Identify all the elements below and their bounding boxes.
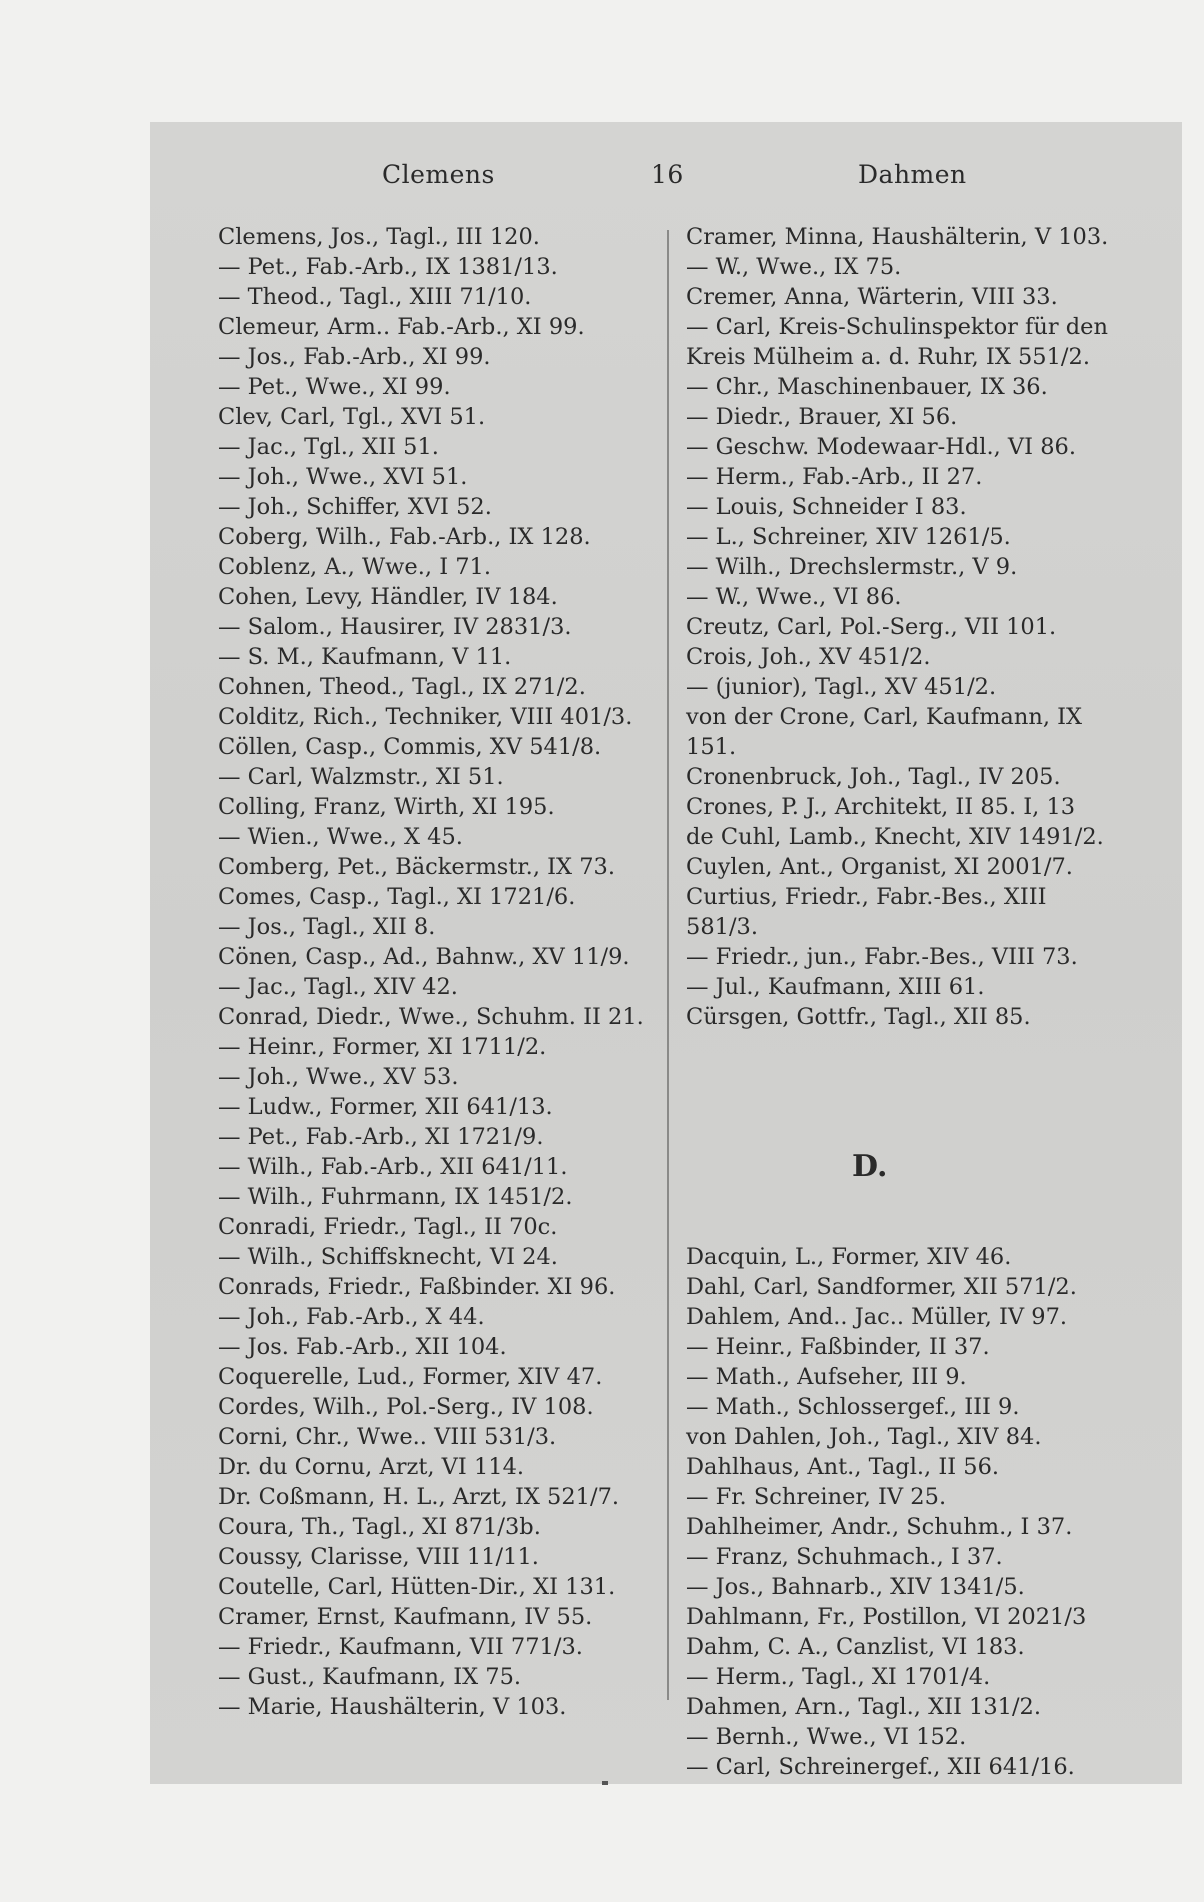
header-last-entry: Dahmen <box>858 160 967 189</box>
section-letter-d: D. <box>852 1149 888 1184</box>
directory-entry: 151. <box>686 734 737 760</box>
directory-entry: — Jos., Tagl., XII 8. <box>218 914 436 940</box>
directory-entry: — Gust., Kaufmann, IX 75. <box>218 1664 522 1690</box>
section-gap <box>686 1212 1156 1242</box>
directory-entry: Comberg, Pet., Bäckermstr., IX 73. <box>218 854 615 880</box>
directory-entry: — Jac., Tgl., XII 51. <box>218 434 439 460</box>
directory-entry: — Carl, Schreinergef., XII 641/16. <box>686 1754 1075 1780</box>
c-entries <box>686 222 1156 1032</box>
directory-entry: — Wilh., Fab.-Arb., XII 641/11. <box>218 1154 568 1180</box>
page-header <box>150 160 1182 200</box>
directory-entry: Clev, Carl, Tgl., XVI 51. <box>218 404 486 430</box>
directory-entry: Cramer, Ernst, Kaufmann, IV 55. <box>218 1604 593 1630</box>
directory-entry: — Jos. Fab.-Arb., XII 104. <box>218 1334 507 1360</box>
directory-entry: Clemeur, Arm.. Fab.-Arb., XI 99. <box>218 314 585 340</box>
page-number: 16 <box>651 160 684 189</box>
directory-page <box>150 122 1182 1784</box>
directory-entry: — Geschw. Modewaar-Hdl., VI 86. <box>686 434 1076 460</box>
directory-entry: Clemens, Jos., Tagl., III 120. <box>218 224 540 250</box>
directory-entry: Cuylen, Ant., Organist, XI 2001/7. <box>686 854 1073 880</box>
directory-entry: Crois, Joh., XV 451/2. <box>686 644 931 670</box>
directory-entry: Cöllen, Casp., Commis, XV 541/8. <box>218 734 602 760</box>
directory-entry: Dahm, C. A., Canzlist, VI 183. <box>686 1634 1025 1660</box>
directory-entry: — Carl, Walzmstr., XI 51. <box>218 764 504 790</box>
directory-entry: — Wilh., Drechslermstr., V 9. <box>686 554 1018 580</box>
directory-entry: — Heinr., Former, XI 1711/2. <box>218 1034 547 1060</box>
directory-entry: — Franz, Schuhmach., I 37. <box>686 1544 1003 1570</box>
directory-entry: — Math., Aufseher, III 9. <box>686 1364 967 1390</box>
directory-entry: — Jos., Fab.-Arb., XI 99. <box>218 344 491 370</box>
directory-entry: Cohen, Levy, Händler, IV 184. <box>218 584 558 610</box>
directory-entry: — Salom., Hausirer, IV 2831/3. <box>218 614 572 640</box>
directory-entry: Coura, Th., Tagl., XI 871/3b. <box>218 1514 541 1540</box>
d-entries <box>686 1242 1156 1782</box>
directory-entry: — Joh., Schiffer, XVI 52. <box>218 494 492 520</box>
directory-entry: Corni, Chr., Wwe.. VIII 531/3. <box>218 1424 557 1450</box>
directory-entry: 581/3. <box>686 914 758 940</box>
directory-entry: — Herm., Fab.-Arb., II 27. <box>686 464 983 490</box>
directory-entry: Coquerelle, Lud., Former, XIV 47. <box>218 1364 603 1390</box>
directory-entry: — Wilh., Fuhrmann, IX 1451/2. <box>218 1184 573 1210</box>
directory-entry: — Pet., Fab.-Arb., IX 1381/13. <box>218 254 558 280</box>
column-divider <box>667 230 669 1700</box>
directory-entry: — Joh., Wwe., XVI 51. <box>218 464 468 490</box>
directory-entry: — Jul., Kaufmann, XIII 61. <box>686 974 985 1000</box>
directory-entry: — Heinr., Faßbinder, II 37. <box>686 1334 990 1360</box>
directory-entry: — Pet., Fab.-Arb., XI 1721/9. <box>218 1124 544 1150</box>
directory-entry: Dahlhaus, Ant., Tagl., II 56. <box>686 1454 1000 1480</box>
header-first-entry: Clemens <box>382 160 495 189</box>
directory-entry: Conrad, Diedr., Wwe., Schuhm. II 21. <box>218 1004 644 1030</box>
directory-entry: Cönen, Casp., Ad., Bahnw., XV 11/9. <box>218 944 630 970</box>
directory-entry: — Chr., Maschinenbauer, IX 36. <box>686 374 1048 400</box>
directory-entry: — Wilh., Schiffsknecht, VI 24. <box>218 1244 558 1270</box>
directory-entry: — Diedr., Brauer, XI 56. <box>686 404 958 430</box>
directory-entry: Colling, Franz, Wirth, XI 195. <box>218 794 555 820</box>
directory-entry: — Math., Schlossergef., III 9. <box>686 1394 1020 1420</box>
directory-entry: — Louis, Schneider I 83. <box>686 494 967 520</box>
directory-entry: — Herm., Tagl., XI 1701/4. <box>686 1664 991 1690</box>
directory-entry: Creutz, Carl, Pol.-Serg., VII 101. <box>686 614 1057 640</box>
directory-entry: Dahlmann, Fr., Postillon, VI 2021/3 <box>686 1604 1087 1630</box>
directory-entry: Dr. Coßmann, H. L., Arzt, IX 521/7. <box>218 1484 620 1510</box>
directory-entry: — Bernh., Wwe., VI 152. <box>686 1724 967 1750</box>
directory-entry: — Pet., Wwe., XI 99. <box>218 374 451 400</box>
directory-entry: Dacquin, L., Former, XIV 46. <box>686 1244 1012 1270</box>
directory-entry: Coussy, Clarisse, VIII 11/11. <box>218 1544 539 1570</box>
directory-entry: Cordes, Wilh., Pol.-Serg., IV 108. <box>218 1394 594 1420</box>
directory-entry: — L., Schreiner, XIV 1261/5. <box>686 524 1011 550</box>
directory-entry: Coutelle, Carl, Hütten-Dir., XI 131. <box>218 1574 616 1600</box>
directory-entry: Dahlem, And.. Jac.. Müller, IV 97. <box>686 1304 1068 1330</box>
left-column <box>218 222 658 1722</box>
directory-entry: — Friedr., Kaufmann, VII 771/3. <box>218 1634 583 1660</box>
directory-entry: Cramer, Minna, Haushälterin, V 103. <box>686 224 1109 250</box>
directory-entry: von der Crone, Carl, Kaufmann, IX <box>686 704 1083 730</box>
directory-entry: Comes, Casp., Tagl., XI 1721/6. <box>218 884 576 910</box>
directory-entry: de Cuhl, Lamb., Knecht, XIV 1491/2. <box>686 824 1104 850</box>
directory-entry: Dahmen, Arn., Tagl., XII 131/2. <box>686 1694 1042 1720</box>
directory-entry: — (junior), Tagl., XV 451/2. <box>686 674 997 700</box>
directory-entry: — W., Wwe., VI 86. <box>686 584 902 610</box>
directory-entry: Cürsgen, Gottfr., Tagl., XII 85. <box>686 1004 1031 1030</box>
directory-entry: Cremer, Anna, Wärterin, VIII 33. <box>686 284 1058 310</box>
directory-entry: — Jac., Tagl., XIV 42. <box>218 974 458 1000</box>
directory-entry: Dr. du Cornu, Arzt, VI 114. <box>218 1454 525 1480</box>
section-gap <box>686 1032 1156 1122</box>
directory-entry: — Joh., Fab.-Arb., X 44. <box>218 1304 485 1330</box>
directory-entry: Cronenbruck, Joh., Tagl., IV 205. <box>686 764 1061 790</box>
directory-entry: Conradi, Friedr., Tagl., II 70c. <box>218 1214 558 1240</box>
directory-entry: Kreis Mülheim a. d. Ruhr, IX 551/2. <box>686 344 1090 370</box>
directory-entry: Dahlheimer, Andr., Schuhm., I 37. <box>686 1514 1073 1540</box>
directory-entry: — Marie, Haushälterin, V 103. <box>218 1694 567 1720</box>
directory-entry: Coberg, Wilh., Fab.-Arb., IX 128. <box>218 524 591 550</box>
directory-entry: Conrads, Friedr., Faßbinder. XI 96. <box>218 1274 616 1300</box>
right-column <box>686 222 1156 1782</box>
directory-entry: Curtius, Friedr., Fabr.-Bes., XIII <box>686 884 1047 910</box>
directory-entry: Dahl, Carl, Sandformer, XII 571/2. <box>686 1274 1077 1300</box>
directory-entry: — Jos., Bahnarb., XIV 1341/5. <box>686 1574 1025 1600</box>
directory-entry: Coblenz, A., Wwe., I 71. <box>218 554 492 580</box>
directory-entry: Cohnen, Theod., Tagl., IX 271/2. <box>218 674 586 700</box>
directory-entry: — Theod., Tagl., XIII 71/10. <box>218 284 532 310</box>
directory-entry: — S. M., Kaufmann, V 11. <box>218 644 512 670</box>
directory-entry: Crones, P. J., Architekt, II 85. I, 13 <box>686 794 1076 820</box>
directory-entry: — Friedr., jun., Fabr.-Bes., VIII 73. <box>686 944 1078 970</box>
printer-mark <box>602 1781 608 1785</box>
directory-entry: Colditz, Rich., Techniker, VIII 401/3. <box>218 704 633 730</box>
directory-entry: — Carl, Kreis-Schulinspektor für den <box>686 314 1108 340</box>
directory-entry: — W., Wwe., IX 75. <box>686 254 902 280</box>
directory-entry: — Wien., Wwe., X 45. <box>218 824 463 850</box>
directory-entry: — Joh., Wwe., XV 53. <box>218 1064 459 1090</box>
directory-entry: — Ludw., Former, XII 641/13. <box>218 1094 553 1120</box>
directory-entry: von Dahlen, Joh., Tagl., XIV 84. <box>686 1424 1042 1450</box>
directory-entry: — Fr. Schreiner, IV 25. <box>686 1484 947 1510</box>
